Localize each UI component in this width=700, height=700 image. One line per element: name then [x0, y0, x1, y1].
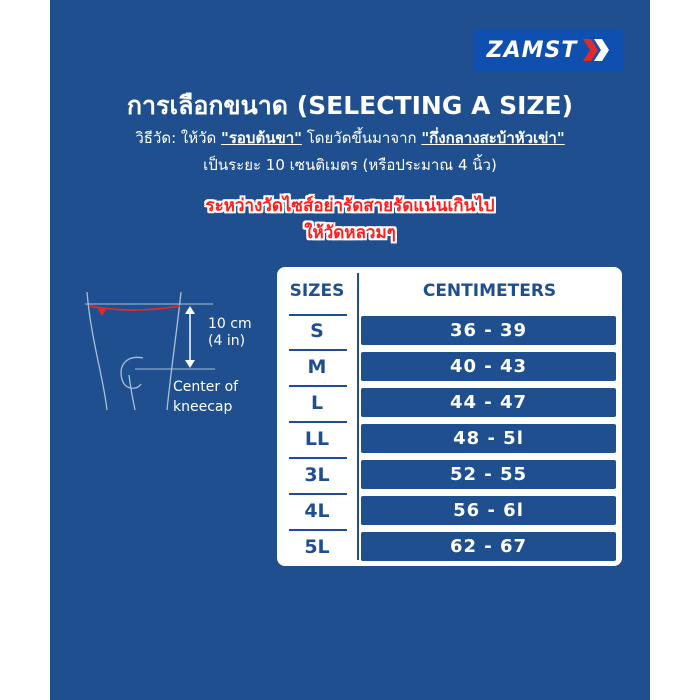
instruction-line-1: [60, 126, 640, 150]
logo-text: ZAMST: [486, 37, 578, 63]
size-cell: 4L: [304, 500, 330, 522]
range-cell: 36 - 39: [361, 316, 616, 345]
instruction-text: โดยวัดขึ้นมาจาก: [301, 129, 422, 147]
size-cell: S: [310, 320, 324, 342]
size-cell: 3L: [304, 464, 330, 486]
sizes-header: SIZES: [289, 281, 345, 301]
size-table: [277, 267, 622, 566]
size-cell: L: [310, 392, 324, 414]
warning-line-2: ให้วัดหลวมๆ: [304, 223, 396, 243]
range-cell: 40 - 43: [361, 352, 616, 381]
zamst-logo: [473, 29, 623, 71]
kneecap-emphasis: "กึ่งกลางสะบ้าหัวเข่า": [421, 129, 565, 147]
distance-cm: 10 cm: [208, 316, 252, 332]
chevron-icon: [583, 39, 609, 61]
kneecap-label: [173, 377, 238, 417]
instruction-line-2: เป็นระยะ 10 เซนติเมตร (หรือประมาณ 4 นิ้ว): [203, 156, 497, 174]
range-cell: 56 - 6l: [361, 496, 616, 525]
distance-label: [208, 316, 252, 350]
range-cell: 52 - 55: [361, 460, 616, 489]
warning-line-1: ระหว่างวัดไซส์อย่ารัดสายรัดแน่นเกินไป: [205, 196, 495, 216]
kneecap-label-line1: Center of: [173, 379, 239, 395]
kneecap-label-line2: kneecap: [173, 399, 233, 415]
measure-marker-icon: [97, 308, 107, 316]
range-cell: 48 - 5l: [361, 424, 616, 453]
instruction-text: วิธีวัด: ให้วัด: [135, 129, 222, 147]
distance-in: (4 in): [208, 333, 246, 349]
column-divider: [357, 273, 359, 560]
page-title: การเลือกขนาด (SELECTING A SIZE): [126, 91, 574, 120]
size-cell: 5L: [304, 536, 330, 558]
size-cell: M: [307, 356, 327, 378]
thigh-emphasis: "รอบต้นขา": [221, 129, 302, 147]
size-cell: LL: [304, 428, 330, 450]
centimeters-header: CENTIMETERS: [422, 281, 557, 301]
range-cell: 44 - 47: [361, 388, 616, 417]
range-cell: 62 - 67: [361, 532, 616, 561]
